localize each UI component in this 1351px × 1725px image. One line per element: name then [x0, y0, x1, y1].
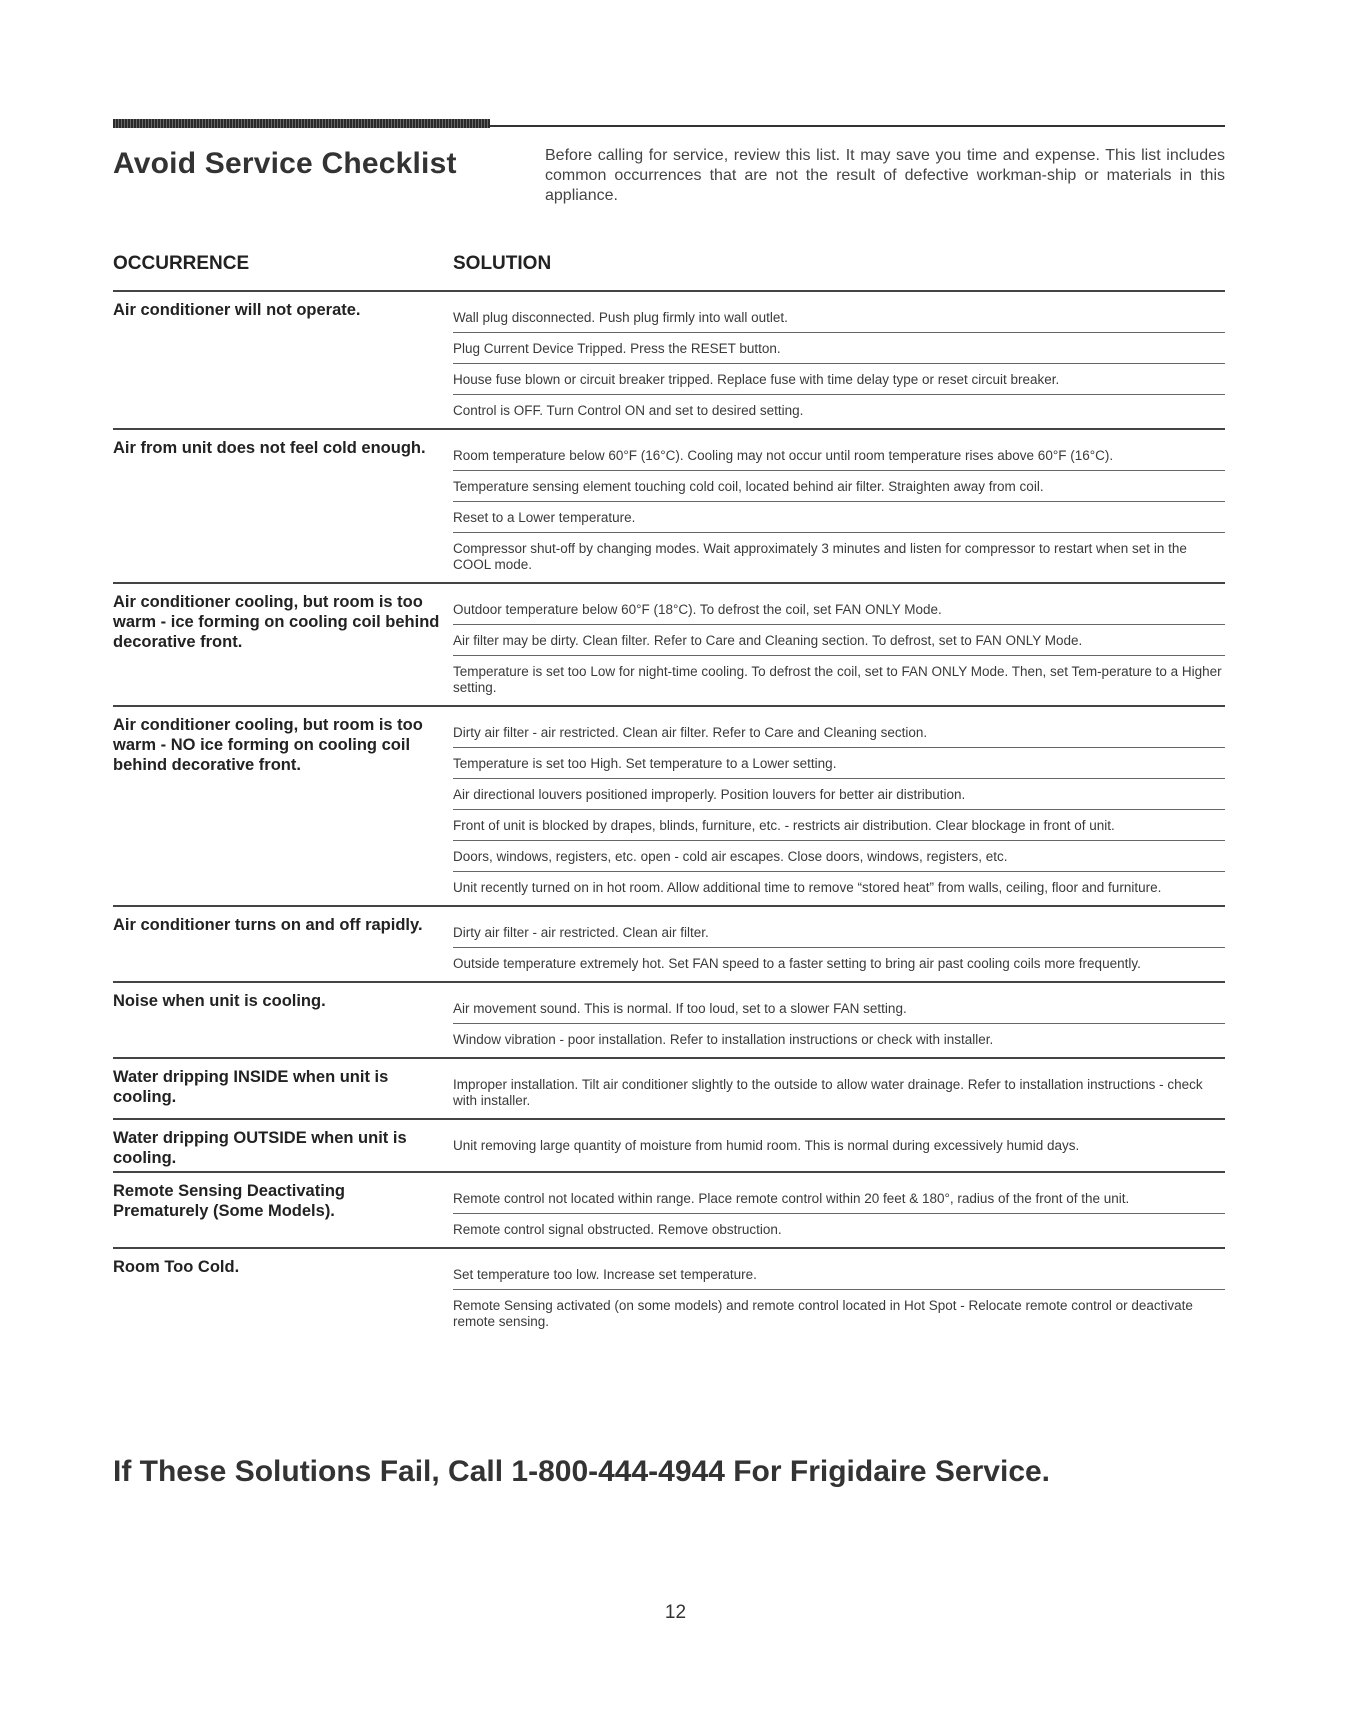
occurrence-text: Remote Sensing Deactivating Prematurely (Some Models). [113, 1182, 345, 1220]
solution-item: Remote control signal obstructed. Remove obstruction. [453, 1222, 782, 1237]
solution-item: Control is OFF. Turn Control ON and set to desired setting. [453, 403, 804, 418]
page-number: 12 [664, 1602, 687, 1623]
solution-item: Dirty air filter - air restricted. Clean air filter. Refer to Care and Cleaning section. [453, 723, 1225, 748]
solution-list [453, 991, 1225, 1054]
solution-list [453, 1181, 1225, 1244]
solution-item: Remote Sensing activated (on some models) and remote control located in Hot Spot - Relocate remote control or deactivate remote sensing. [453, 1298, 1193, 1329]
solution-column-header: SOLUTION [453, 253, 552, 274]
solution-list [453, 438, 1225, 579]
solution-item: Room temperature below 60°F (16°C). Cooling may not occur until room temperature rises above 60°F (16°C). [453, 446, 1225, 471]
occurrence-text: Air conditioner turns on and off rapidly. [113, 916, 423, 934]
solution-item: Air filter may be dirty. Clean filter. Refer to Care and Cleaning section. To defrost, set to FAN ONLY Mode. [453, 631, 1225, 656]
solution-item: Doors, windows, registers, etc. open - cold air escapes. Close doors, windows, registers, etc. [453, 847, 1225, 872]
occurrence-text: Air conditioner cooling, but room is too warm - NO ice forming on cooling coil behind decorative front. [113, 716, 423, 774]
checklist-row [113, 981, 1225, 1057]
checklist-row [113, 582, 1225, 705]
occurrence-text: Water dripping OUTSIDE when unit is cooling. [113, 1129, 407, 1167]
header-rule-line [490, 125, 1225, 127]
solution-item: Outside temperature extremely hot. Set FAN speed to a faster setting to bring air past cooling coils more frequently. [453, 956, 1141, 971]
solution-list [453, 1067, 1225, 1115]
checklist-row [113, 1118, 1225, 1171]
solution-list [453, 915, 1225, 978]
solution-item: Temperature is set too Low for night-time cooling. To defrost the coil, set to FAN ONLY Mode. Then, set Tem-perature to a Higher setting. [453, 664, 1222, 695]
page-title: Avoid Service Checklist [113, 147, 457, 180]
solution-item: House fuse blown or circuit breaker tripped. Replace fuse with time delay type or reset circuit breaker. [453, 370, 1225, 395]
solution-item: Reset to a Lower temperature. [453, 508, 1225, 533]
solution-list [453, 300, 1225, 425]
service-call-banner: If These Solutions Fail, Call 1-800-444-4944 For Frigidaire Service. [113, 1455, 1051, 1488]
solution-item: Air directional louvers positioned improperly. Position louvers for better air distribution. [453, 785, 1225, 810]
solution-item: Temperature is set too High. Set temperature to a Lower setting. [453, 754, 1225, 779]
checklist-row [113, 705, 1225, 905]
solution-item: Improper installation. Tilt air conditioner slightly to the outside to allow water drainage. Refer to installation instructions - check with installer. [453, 1077, 1203, 1108]
solution-item: Plug Current Device Tripped. Press the RESET button. [453, 339, 1225, 364]
occurrence-text: Air conditioner cooling, but room is too warm - ice forming on cooling coil behind decorative front. [113, 593, 440, 651]
occurrence-text: Noise when unit is cooling. [113, 992, 326, 1010]
checklist-row [113, 428, 1225, 582]
intro-paragraph: Before calling for service, review this list. It may save you time and expense. This list includes common occurrences that are not the result of defective workman-ship or materials in this appliance. [545, 147, 1225, 204]
header-rule-bar [113, 119, 490, 128]
solution-item: Unit removing large quantity of moisture from humid room. This is normal during excessively humid days. [453, 1138, 1080, 1153]
solution-item: Front of unit is blocked by drapes, blinds, furniture, etc. - restricts air distribution. Clear blockage in front of unit. [453, 816, 1225, 841]
checklist-table [113, 290, 1225, 1339]
solution-list [453, 1257, 1225, 1336]
solution-item: Remote control not located within range. Place remote control within 20 feet & 180°, radius of the front of the unit. [453, 1189, 1225, 1214]
checklist-row [113, 1247, 1225, 1339]
header-rule [113, 119, 1225, 128]
solution-item: Window vibration - poor installation. Refer to installation instructions or check with installer. [453, 1032, 994, 1047]
occurrence-text: Air from unit does not feel cold enough. [113, 439, 426, 457]
solution-item: Air movement sound. This is normal. If too loud, set to a slower FAN setting. [453, 999, 1225, 1024]
checklist-row [113, 1171, 1225, 1247]
solution-list [453, 592, 1225, 702]
checklist-row [113, 290, 1225, 428]
solution-item: Dirty air filter - air restricted. Clean air filter. [453, 923, 1225, 948]
checklist-row [113, 1057, 1225, 1118]
occurrence-text: Room Too Cold. [113, 1258, 240, 1276]
occurrence-column-header: OCCURRENCE [113, 253, 250, 274]
solution-item: Wall plug disconnected. Push plug firmly into wall outlet. [453, 308, 1225, 333]
checklist-row [113, 905, 1225, 981]
solution-item: Compressor shut-off by changing modes. Wait approximately 3 minutes and listen for compressor to restart when set in the COOL mode. [453, 541, 1187, 572]
solution-item: Unit recently turned on in hot room. Allow additional time to remove “stored heat” from walls, ceiling, floor and furniture. [453, 880, 1162, 895]
solution-item: Outdoor temperature below 60°F (18°C). To defrost the coil, set FAN ONLY Mode. [453, 600, 1225, 625]
solution-item: Temperature sensing element touching cold coil, located behind air filter. Straighten away from coil. [453, 477, 1225, 502]
occurrence-text: Air conditioner will not operate. [113, 301, 361, 319]
solution-list [453, 715, 1225, 902]
solution-item: Set temperature too low. Increase set temperature. [453, 1265, 1225, 1290]
solution-list [453, 1128, 1225, 1168]
occurrence-text: Water dripping INSIDE when unit is cooling. [113, 1068, 389, 1106]
